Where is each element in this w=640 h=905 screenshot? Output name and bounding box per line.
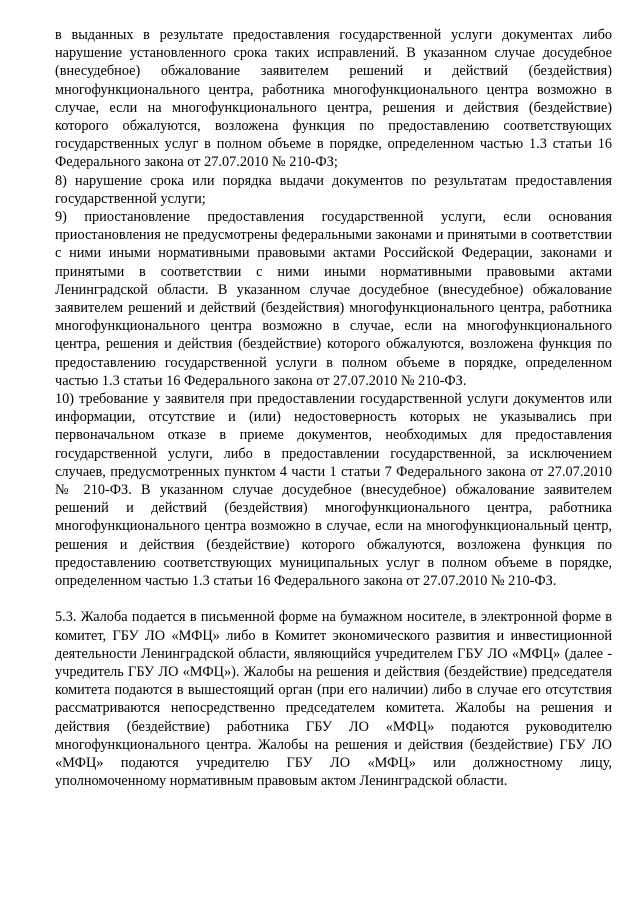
section-5-3-paragraph: 5.3. Жалоба подается в письменной форме на бумажном носителе, в электронной форме в комитет, ГБУ ЛО «МФЦ» либо в Комитет экономического развития и инвестиционной деятельности Ленинградской области, являющийся учредителем ГБУ ЛО «МФЦ» (далее - учредитель ГБУ ЛО «МФЦ»). Жалобы на решения и действия (бездействие) председателя комитета подаются в вышестоящий орган (при его наличии) либо в случае его отсутствия рассматриваются непосредственно председателем комитета. Жалобы на решения и действия (бездействие) работника ГБУ ЛО «МФЦ» подаются руководителю многофункционального центра. Жалобы на решения и действия (бездействие) ГБУ ЛО «МФЦ» подаются учредителю ГБУ ЛО «МФЦ» или должностному лицу, уполномоченному нормативным правовым актом Ленинградской области.	[55, 609, 612, 790]
paragraph-item-10: 10) требование у заявителя при предоставлении государственной услуги документов или информации, отсутствие и (или) недостоверность которых не указывались при первоначальном отказе в приеме документов, необходимых для предоставления государственной услуги, либо в предоставлении государственной, за исключением случаев, предусмотренных пунктом 4 части 1 статьи 7 Федерального закона от 27.07.2010 № 210-ФЗ. В указанном случае досудебное (внесудебное) обжалование заявителем решений и действий (бездействия) многофункционального центра, работника многофункционального центра возможно в случае, если на многофункциональный центр, решения и действия (бездействие) которого обжалуются, возложена функция по предоставлению соответствующих муниципальных услуг в полном объеме в порядке, определенном частью 1.3 статьи 16 Федерального закона от 27.07.2010 № 210-ФЗ.	[55, 391, 612, 590]
paragraph-spacer	[55, 590, 612, 608]
document-page	[55, 26, 612, 790]
paragraph-continuation: в выданных в результате предоставления государственной услуги документах либо нарушение установленного срока таких исправлений. В указанном случае досудебное (внесудебное) обжалование заявителем решений и действий (бездействия) многофункционального центра, работника многофункционального центра возможно в случае, если на многофункционального центра, решения и действия (бездействие) которого обжалуются, возложена функция по предоставлению соответствующих государственных услуг в полном объеме в порядке, определенном частью 1.3 статьи 16 Федерального закона от 27.07.2010 № 210-ФЗ;	[55, 27, 612, 171]
paragraph-item-9: 9) приостановление предоставления государственной услуги, если основания приостановления не предусмотрены федеральными законами и принятыми в соответствии с ними иными нормативными правовыми актами Российской Федерации, законами и принятыми в соответствии с ними иными нормативными правовыми актами Ленинградской области. В указанном случае досудебное (внесудебное) обжалование заявителем решений и действий (бездействия) многофункционального центра, работника многофункционального центра возможно в случае, если на многофункционального центра, решения и действия (бездействие) которого обжалуются, возложена функция по предоставлению государственной услуги в полном объеме в порядке, определенном частью 1.3 статьи 16 Федерального закона от 27.07.2010 № 210-ФЗ.	[55, 209, 612, 389]
paragraph-item-8: 8) нарушение срока или порядка выдачи документов по результатам предоставления государственной услуги;	[55, 172, 612, 207]
